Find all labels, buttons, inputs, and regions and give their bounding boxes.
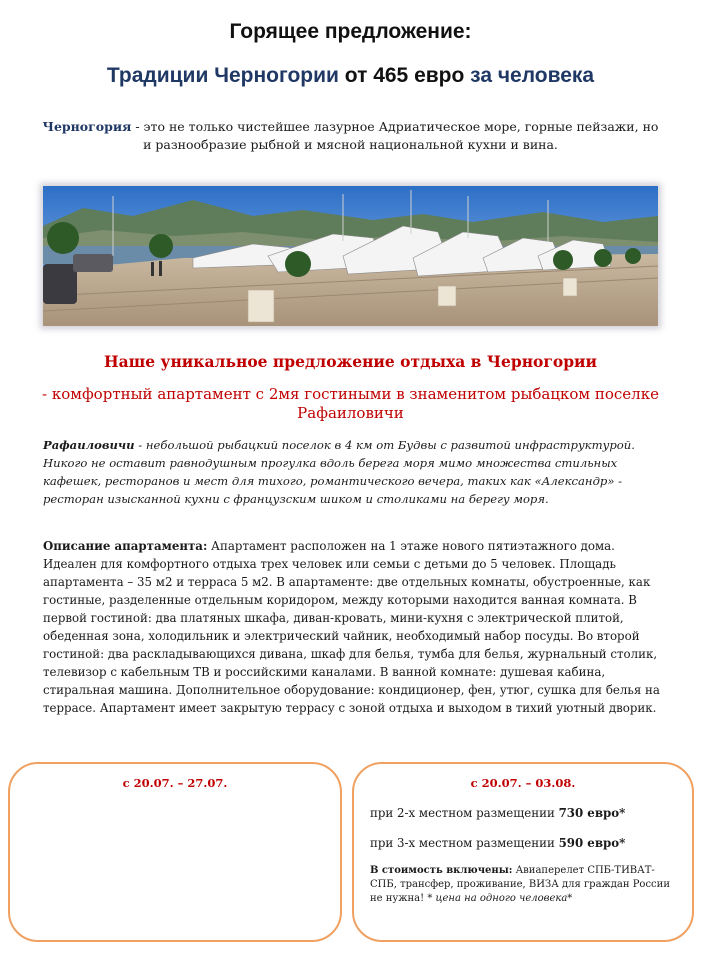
- included-label: В стоимость включены:: [370, 865, 513, 876]
- rafailovichi-paragraph: [43, 436, 663, 508]
- page-title: Горящее предложение:: [229, 20, 472, 43]
- apartment-text: Апартамент расположен на 1 этаже нового пятиэтажного дома. Идеален для комфортного отдыха трех человек или семьи с детьми до 5 человек. Площадь апартамента – 35 м2 и терраса 5 м2. В апартаменте: две отдельных комнаты, обустроенные, как гостиные, разделенные отдельным коридором, между которыми находится ванная комната. В первой гостиной: два платяных шкафа, диван-кровать, мини-кухня с электрической плитой, обеденная зона, холодильник и электрический чайник, необходимый набор посуды. Во второй гостиной: два раскладывающихся дивана, шкаф для белья, тумба для белья, журнальный столик, телевизор с кабельным ТВ и российскими каналами. В ванной комнате: душевая кабина, стиральная машина. Дополнительное оборудование: кондиционер, фен, утюг, сушка для белья на террасе. Апартамент имеет закрытую террасу с зоной отдыха и выходом в тихий уютный дворик.: [43, 539, 660, 715]
- period-box-1: [8, 762, 342, 942]
- period-box-2: [352, 762, 694, 942]
- marina-panorama-photo: [43, 186, 658, 326]
- price-triple-value: 590 евро*: [558, 836, 626, 850]
- intro-text: - это не только чистейшее лазурное Адриатическое море, горные пейзажи, но и разнообразие рыбной и мясной национальной кухни и вина.: [131, 119, 659, 152]
- subtitle-price: от 465 евро: [338, 64, 471, 87]
- price-note: * цена на одного человека*: [427, 893, 573, 904]
- subtitle-per-person: за человека: [470, 64, 595, 87]
- rafailovichi-text: - небольшой рыбацкий поселок в 4 км от Будвы с развитой инфраструктурой. Никого не оставит равнодушным прогулка вдоль берега моря мимо множества стильных кафешек, ресторанов и мест для тихого, романтического вечера, таких как «Александр» - ресторан изысканной кухни с французским шиком и столиками на берегу моря.: [43, 438, 635, 506]
- intro-country: Черногория: [42, 119, 132, 134]
- intro-paragraph: [40, 118, 661, 154]
- price-double: [370, 806, 625, 820]
- offer-subheading: - комфортный апартамент с 2мя гостиными в знаменитом рыбацком поселке Рафаиловичи: [42, 385, 659, 422]
- page-subtitle: [0, 64, 701, 88]
- price-triple: [370, 836, 625, 850]
- apartment-description: [43, 537, 665, 717]
- period-1-dates: с 20.07. – 27.07.: [122, 776, 228, 790]
- price-double-value: 730 евро*: [558, 806, 626, 820]
- subtitle-destination: Традиции Черногории: [106, 64, 339, 87]
- included-text: Авиаперелет СПБ-ТИВАТ-СПБ, трансфер, проживание, ВИЗА для граждан России не нужна!: [370, 865, 670, 904]
- price-triple-text: при 3-х местном размещении: [370, 836, 559, 850]
- offer-heading: Наше уникальное предложение отдыха в Черногории: [103, 352, 598, 371]
- period-2-dates: с 20.07. – 03.08.: [470, 776, 576, 790]
- included-services: [370, 864, 670, 906]
- rafailovichi-label: Рафаиловичи: [43, 438, 135, 452]
- apartment-label: Описание апартамента:: [43, 539, 208, 553]
- price-double-text: при 2-х местном размещении: [370, 806, 559, 820]
